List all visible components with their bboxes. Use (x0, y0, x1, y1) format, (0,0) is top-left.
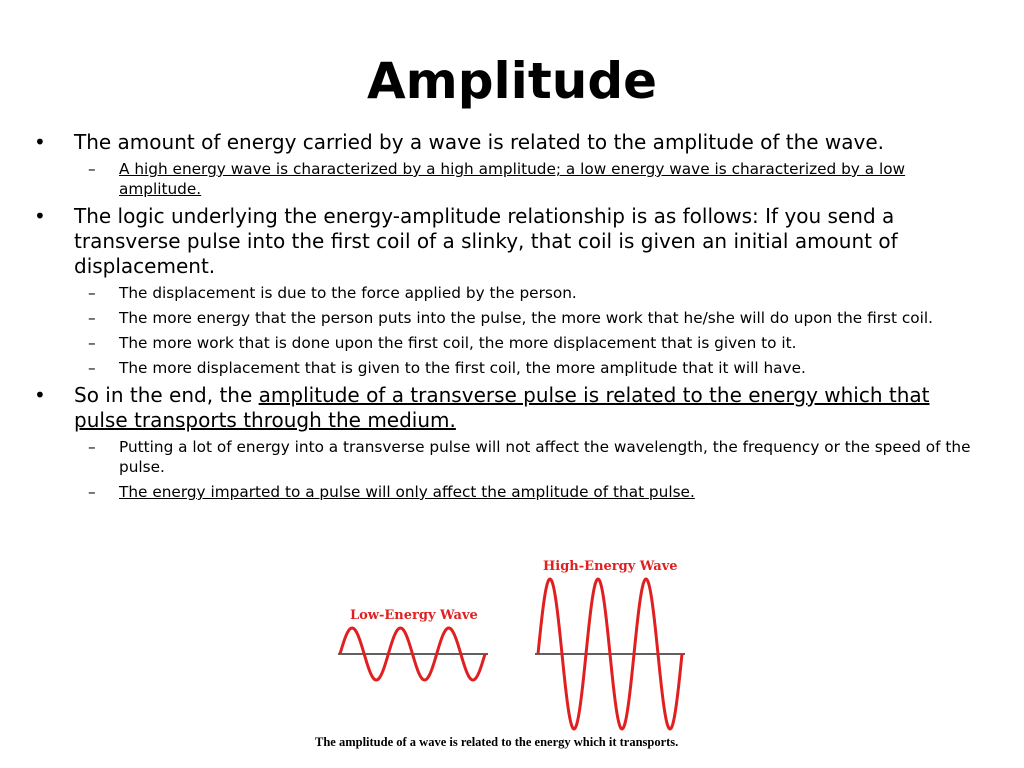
sub-bullet-2-4 (34, 358, 984, 378)
sub-bullet-dash: – (88, 309, 96, 327)
bullet-3 (34, 383, 984, 433)
sub-bullet-2-4-text: The more displacement that is given to the first coil, the more amplitude that it will have. (119, 359, 806, 377)
page-title: Amplitude (366, 52, 658, 110)
bullet-dot: • (34, 130, 46, 154)
bullet-3-text-underlined: amplitude of a transverse pulse is related to the energy which that pulse transports through the medium. (74, 383, 930, 432)
sub-bullet-2-3 (34, 333, 984, 353)
sub-bullet-2-1 (34, 283, 984, 303)
bullet-3-text-prefix: So in the end, the (74, 383, 259, 407)
sub-bullet-dash: – (88, 483, 96, 501)
bullet-dot: • (34, 204, 46, 228)
sub-bullet-3-1 (34, 437, 984, 477)
sub-bullet-dash: – (88, 359, 96, 377)
sub-bullet-3-1-text: Putting a lot of energy into a transverse pulse will not affect the wavelength, the frequency or the speed of the pulse. (119, 438, 971, 476)
bullet-dot: • (34, 383, 46, 407)
low-energy-wave-label: Low-Energy Wave (350, 608, 478, 623)
bullet-2 (34, 204, 984, 279)
sub-bullet-3-2 (34, 482, 984, 502)
sub-bullet-dash: – (88, 438, 96, 456)
figure-caption: The amplitude of a wave is related to the energy which it transports. (315, 735, 679, 749)
sub-bullet-dash: – (88, 160, 96, 178)
sub-bullet-2-3-text: The more work that is done upon the first coil, the more displacement that is given to it. (119, 334, 797, 352)
sub-bullet-1-1-text: A high energy wave is characterized by a high amplitude; a low energy wave is characterized by a low amplitude. (119, 160, 906, 198)
bullet-1-text: The amount of energy carried by a wave is related to the amplitude of the wave. (74, 130, 885, 154)
bullet-1 (34, 130, 984, 155)
sub-bullet-dash: – (88, 334, 96, 352)
sub-bullet-3-2-text: The energy imparted to a pulse will only affect the amplitude of that pulse. (119, 483, 695, 501)
sub-bullet-1-1 (34, 159, 984, 199)
wave-figure (310, 550, 730, 760)
bullet-list (34, 130, 984, 507)
sub-bullet-2-1-text: The displacement is due to the force applied by the person. (119, 284, 577, 302)
sub-bullet-2-2-text: The more energy that the person puts into the pulse, the more work that he/she will do upon the first coil. (119, 309, 933, 327)
sub-bullet-2-2 (34, 308, 984, 328)
bullet-2-text: The logic underlying the energy-amplitude relationship is as follows: If you send a transverse pulse into the first coil of a slinky, that coil is given an initial amount of displacement. (74, 204, 898, 278)
sub-bullet-dash: – (88, 284, 96, 302)
high-energy-wave-label: High-Energy Wave (543, 559, 678, 574)
